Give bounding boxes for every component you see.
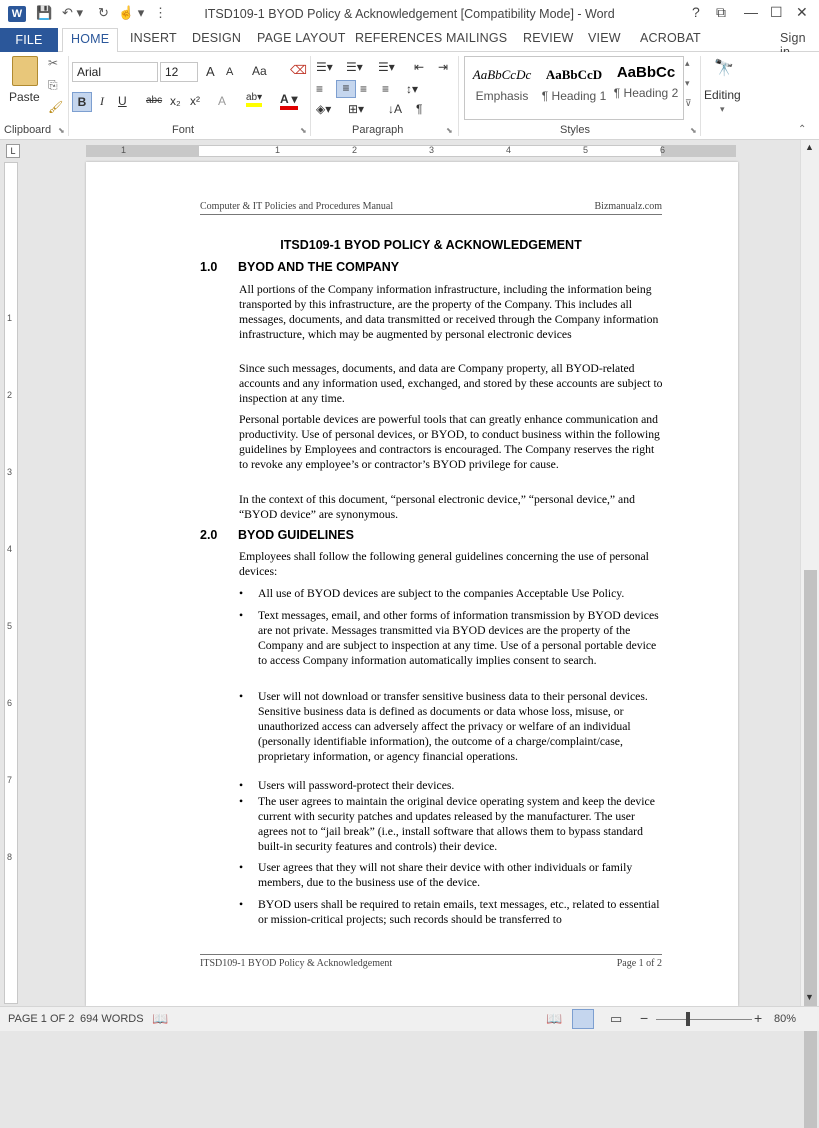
- status-bar: [0, 1006, 819, 1031]
- shading-icon[interactable]: ◈▾: [316, 102, 332, 116]
- window-title: ITSD109-1 BYOD Policy & Acknowledgement [Compatibility Mode] - Word: [204, 7, 615, 21]
- style-preview: AaBbCcDc: [472, 67, 532, 82]
- font-launcher-icon[interactable]: ⬊: [300, 126, 307, 135]
- paste-icon[interactable]: [12, 56, 38, 86]
- show-formatting-icon[interactable]: ¶: [416, 102, 423, 116]
- justify-icon[interactable]: ≡: [382, 82, 390, 96]
- find-icon[interactable]: 🔭: [714, 60, 734, 77]
- zoom-slider-thumb[interactable]: [686, 1012, 690, 1026]
- paragraph: Employees shall follow the following general guidelines concerning the use of personal devices:: [239, 550, 649, 578]
- change-case-button[interactable]: Aa: [252, 64, 267, 78]
- bold-button[interactable]: B: [72, 92, 92, 112]
- underline-button[interactable]: U: [118, 94, 127, 108]
- style-heading-1[interactable]: [539, 67, 609, 103]
- ruler-number: 8: [7, 852, 13, 862]
- maximize-icon[interactable]: ☐: [770, 4, 783, 20]
- word-logo-icon[interactable]: W: [8, 6, 26, 22]
- page-header: [200, 201, 662, 215]
- minimize-icon[interactable]: —: [744, 4, 758, 20]
- paragraph-group-label: Paragraph: [352, 124, 404, 136]
- page-count[interactable]: PAGE 1 OF 2: [8, 1013, 75, 1025]
- scroll-up-icon[interactable]: ▲: [805, 142, 814, 152]
- style-heading-2[interactable]: [611, 64, 681, 100]
- ruler-number: 6: [7, 698, 13, 708]
- tab-view[interactable]: VIEW: [588, 31, 621, 45]
- superscript-button[interactable]: x²: [190, 94, 200, 108]
- tab-mailings[interactable]: MAILINGS: [446, 31, 508, 45]
- document-title: ITSD109-1 BYOD POLICY & ACKNOWLEDGEMENT: [280, 238, 582, 252]
- proofing-icon[interactable]: 📖: [152, 1011, 169, 1026]
- list-item: • Text messages, email, and other forms of information transmission by BYOD devices are not private. Messages transmitted via BYOD devices are the property of the Company and are subject to inspection at any time. Use of a personal portable device to access Company information automatically implies consent to search.: [239, 609, 659, 667]
- section-number: 2.0: [200, 528, 218, 542]
- ribbon-tabs: [0, 28, 819, 52]
- ruler-number: 6: [660, 145, 666, 155]
- vertical-ruler[interactable]: [4, 162, 18, 1004]
- paragraph: Since such messages, documents, and data are Company property, all BYOD-related accounts and any information used, exchanged, and stored by these accounts are subject to inspection at any time.: [239, 362, 663, 405]
- styles-gallery: [464, 56, 684, 120]
- align-center-icon[interactable]: ≡: [336, 80, 356, 98]
- touch-mode-icon[interactable]: ☝ ▾: [118, 5, 145, 20]
- customize-qat-icon[interactable]: ⋮: [154, 5, 167, 20]
- font-group-label: Font: [172, 124, 195, 136]
- styles-more-icon[interactable]: ⊽: [685, 98, 692, 108]
- editing-button[interactable]: Editing: [704, 88, 741, 102]
- close-icon[interactable]: ✕: [796, 4, 808, 20]
- paragraph: All portions of the Company information infrastructure, including the information being transported by this infrastructure, are the property of the Company. This includes all messages, documents, and data transmitted or received through the Company information infrastructure, which may be augmented by personal electronic devices: [239, 283, 659, 341]
- footer-left: ITSD109-1 BYOD Policy & Acknowledgement: [200, 958, 393, 969]
- ruler-number: 4: [7, 544, 13, 554]
- undo-icon[interactable]: ↶ ▾: [62, 5, 84, 20]
- title-bar: [0, 0, 819, 28]
- section-number: 1.0: [200, 260, 218, 274]
- borders-icon[interactable]: ⊞▾: [348, 102, 365, 116]
- list-item: • The user agrees to maintain the original device operating system and keep the device current with security patches and updates released by the manufacturer. The user agrees not to “jail break” (i.e., install software that allows them to bypass standard built-in security features and controls) their device.: [239, 795, 655, 853]
- list-item: • User will not download or transfer sensitive business data to their personal devices. Sensitive business data is defined as documents or data whose loss, misuse, or unauthorized access can adversely affect the privacy or welfare of an individual (personally identifiable information), the outcome of a charge/complaint/case, proprietary information, or agency financial operations.: [239, 690, 648, 763]
- ruler-number: 5: [583, 145, 589, 155]
- editing-dropdown-icon[interactable]: ▾: [720, 104, 725, 114]
- document-page[interactable]: [86, 162, 738, 1006]
- tab-selector-icon[interactable]: L: [6, 144, 20, 158]
- footer-right: Page 1 of 2: [616, 958, 662, 969]
- ruler-area: [0, 140, 819, 162]
- style-name: ¶ Heading 2: [613, 86, 679, 100]
- help-icon[interactable]: ?: [692, 4, 700, 20]
- header-left: Computer & IT Policies and Procedures Manual: [200, 201, 394, 212]
- strikethrough-button[interactable]: abc: [146, 95, 163, 106]
- tab-review[interactable]: REVIEW: [523, 31, 574, 45]
- list-item: • All use of BYOD devices are subject to the companies Acceptable Use Policy.: [239, 587, 625, 600]
- increase-indent-icon[interactable]: ⇥: [438, 60, 449, 74]
- ruler-number: 5: [7, 621, 13, 631]
- style-name: ¶ Heading 1: [541, 89, 607, 103]
- ruler-number: 2: [7, 390, 13, 400]
- styles-group-label: Styles: [560, 124, 590, 136]
- align-left-icon[interactable]: ≡: [316, 82, 324, 96]
- ruler-number: 1: [121, 145, 127, 155]
- ribbon-home: [0, 52, 819, 140]
- tab-references[interactable]: REFERENCES: [355, 31, 443, 45]
- zoom-in-icon[interactable]: +: [754, 1010, 763, 1026]
- style-emphasis[interactable]: [467, 67, 537, 103]
- ruler-number: 3: [7, 467, 13, 477]
- paste-button[interactable]: Paste: [9, 90, 40, 104]
- print-layout-icon[interactable]: [572, 1009, 594, 1029]
- ruler-number: 1: [7, 313, 13, 323]
- web-layout-icon[interactable]: ▭: [610, 1011, 623, 1026]
- read-mode-icon[interactable]: 📖: [546, 1011, 563, 1026]
- list-item: • Users will password-protect their devices.: [239, 779, 455, 792]
- align-right-icon[interactable]: ≡: [360, 82, 368, 96]
- decrease-indent-icon[interactable]: ⇤: [414, 60, 425, 74]
- ruler-number: 1: [275, 145, 281, 155]
- vertical-scrollbar[interactable]: [800, 140, 819, 1006]
- tab-page-layout[interactable]: PAGE LAYOUT: [257, 31, 346, 45]
- clipboard-group-label: Clipboard: [4, 124, 52, 136]
- italic-button[interactable]: I: [100, 94, 104, 108]
- tab-home[interactable]: HOME: [62, 28, 118, 53]
- tab-file[interactable]: FILE: [0, 28, 58, 52]
- redo-icon[interactable]: ↻: [98, 5, 109, 20]
- text-effects-icon[interactable]: A: [218, 94, 227, 108]
- zoom-out-icon[interactable]: −: [640, 1010, 649, 1026]
- scrollbar-thumb[interactable]: [804, 570, 817, 1128]
- line-spacing-icon[interactable]: ↕▾: [406, 82, 419, 96]
- section-heading: [200, 260, 399, 274]
- bullets-icon[interactable]: ☰▾: [316, 60, 333, 74]
- section-title: BYOD AND THE COMPANY: [238, 260, 400, 274]
- ribbon-display-icon[interactable]: ⧉: [716, 4, 726, 20]
- tab-design[interactable]: DESIGN: [192, 31, 242, 45]
- highlight-icon[interactable]: ab▾: [246, 92, 262, 107]
- shrink-font-button[interactable]: A: [226, 66, 234, 78]
- multilevel-list-icon[interactable]: ☰▾: [378, 60, 395, 74]
- numbering-icon[interactable]: ☰▾: [346, 60, 363, 74]
- ruler-number: 7: [7, 775, 13, 785]
- paragraph-launcher-icon[interactable]: ⬊: [446, 126, 453, 135]
- zoom-slider[interactable]: [656, 1019, 752, 1020]
- tab-insert[interactable]: INSERT: [130, 31, 177, 45]
- section-heading: [200, 528, 354, 542]
- list-item: • BYOD users shall be required to retain emails, text messages, etc., related to essential or mission-critical projects; such records should be transferred to: [239, 898, 660, 926]
- header-right: Bizmanualz.com: [594, 201, 662, 212]
- paragraph: In the context of this document, “personal electronic device,” “personal device,” and “BYOD device” are synonymous.: [239, 493, 635, 521]
- font-color-icon[interactable]: A ▾: [280, 92, 298, 110]
- list-item: • User agrees that they will not share their device with other individuals or family members, due to the business use of the device.: [239, 861, 633, 889]
- tab-acrobat[interactable]: ACROBAT: [640, 31, 701, 45]
- font-size-select[interactable]: 12: [160, 62, 198, 82]
- save-icon[interactable]: 💾: [36, 5, 53, 20]
- section-title: BYOD GUIDELINES: [238, 528, 354, 542]
- style-name: Emphasis: [475, 89, 529, 103]
- copy-icon[interactable]: ⎘: [48, 78, 58, 92]
- grow-font-button[interactable]: A: [206, 64, 215, 79]
- format-painter-icon[interactable]: 🖌: [48, 100, 64, 114]
- font-family-select[interactable]: Arial: [72, 62, 158, 82]
- zoom-level[interactable]: 80%: [774, 1013, 797, 1025]
- word-count[interactable]: 694 WORDS: [80, 1013, 144, 1025]
- subscript-button[interactable]: x₂: [170, 94, 181, 108]
- styles-scroll-up-icon[interactable]: ▴: [685, 58, 690, 68]
- ruler-number: 3: [429, 145, 435, 155]
- paragraph: Personal portable devices are powerful tools that can greatly enhance communication and productivity. Use of personal devices, or BYOD, to conduct business within the following guidelines by Employees and contractors is encouraged. The Company reserves the right to revoke any employee’s or contractor’s BYOD privilege for cause.: [239, 413, 660, 471]
- style-preview: AaBbCc: [616, 64, 676, 81]
- sign-in-link[interactable]: Sign: [780, 31, 806, 45]
- clear-formatting-icon[interactable]: ⌫: [290, 63, 307, 77]
- style-preview: AaBbCcD: [545, 67, 603, 82]
- cut-icon[interactable]: ✂: [48, 56, 59, 70]
- styles-launcher-icon[interactable]: ⬊: [690, 126, 697, 135]
- clipboard-launcher-icon[interactable]: ⬊: [58, 126, 65, 135]
- collapse-ribbon-icon[interactable]: ⌃: [798, 124, 807, 135]
- ruler-number: 2: [352, 145, 358, 155]
- sort-icon[interactable]: ↓A: [388, 102, 403, 116]
- styles-scroll-down-icon[interactable]: ▾: [685, 78, 690, 88]
- page-footer: [200, 954, 662, 969]
- horizontal-ruler[interactable]: [86, 145, 736, 157]
- scroll-down-icon[interactable]: ▼: [805, 992, 814, 1002]
- ruler-number: 4: [506, 145, 512, 155]
